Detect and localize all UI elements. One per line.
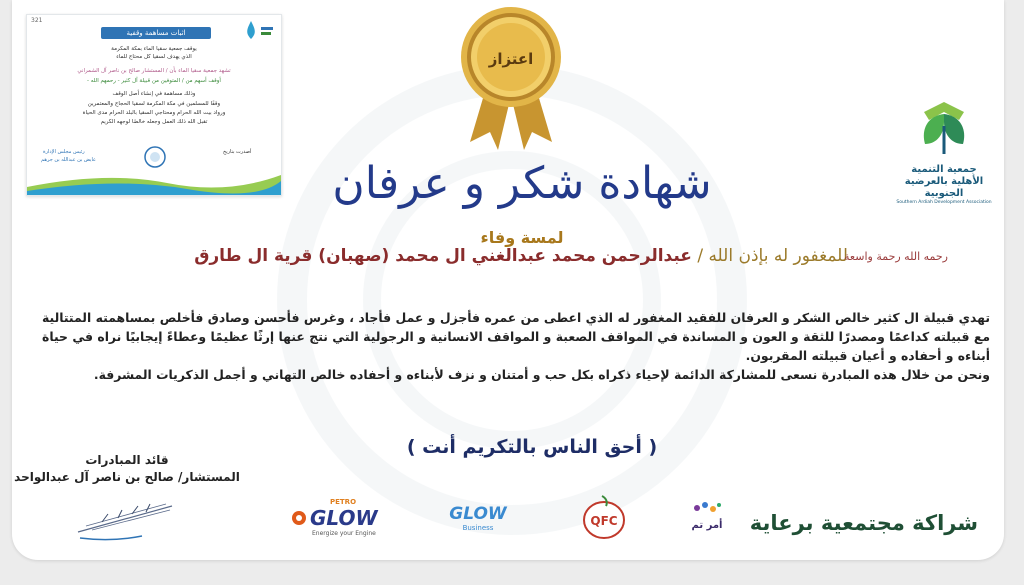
organization-name-en: Southern Ardiah Development Association: [896, 200, 992, 205]
thumbnail-date-label: أصدرت بتاريخ: [223, 149, 252, 155]
thumbnail-line: تشهد جمعية سقيا الماء بأن / المستشار صالح بن ناصر آل الشمراني: [77, 68, 231, 74]
thumbnail-line: الذي يهدف لسقيا كل محتاج للماء: [116, 54, 192, 60]
thumbnail-heading: اثبات مساهمة وقفية: [101, 27, 211, 39]
water-drop-logo-icon: [241, 19, 275, 43]
partner-logo-amr-tm: [672, 500, 742, 531]
leader-name: المستشار/ صالح بن ناصر آل عبدالواحد: [14, 470, 240, 484]
signature-image: [72, 492, 182, 544]
organization-logo: [894, 96, 994, 205]
certificate-body: [42, 308, 990, 384]
thumbnail-line: أوقف أسهم من / المتوفين من قبيلة آل كثير - رحمهم الله -: [87, 78, 221, 84]
medal-label: اعتزاز: [488, 50, 534, 68]
certificate-slogan: ( أحق الناس بالتكريم أنت ): [406, 436, 658, 458]
recipient-suffix: رحمه الله رحمة واسعة: [844, 250, 948, 263]
partner-logo-petro-glow: [290, 498, 394, 537]
partner-logo-text: QFC: [590, 514, 618, 528]
leader-title: قائد المبادرات: [85, 453, 169, 467]
thumbnail-number: 321: [31, 17, 43, 24]
thumbnail-line: وقفًا للمسلمين في مكة المكرمة لسقيا الحجاج والمعتمرين: [87, 101, 221, 107]
thumbnail-line: ورواد بيت الله الحرام ومحتاجي السقيا بالبلد الحرام مدى الحياة: [82, 110, 226, 116]
certificate-title: شهادة شكر و عرفان: [332, 158, 712, 209]
thumbnail-signer-title: رئيس مجلس الإدارة: [43, 149, 85, 155]
leaf-logo-icon: [915, 96, 973, 160]
partner-logo-text: GLOW: [449, 504, 507, 524]
thumbnail-line: تقبل الله ذلك العمل وجعله خالصًا لوجهه الكريم: [100, 119, 208, 125]
leader-block: [12, 452, 242, 486]
waqf-certificate-thumbnail[interactable]: [26, 14, 282, 196]
partner-logo-top: PETRO: [330, 498, 357, 506]
partner-logo-glow-business: [436, 504, 520, 532]
certificate-card: [12, 0, 1004, 560]
recipient-name: عبدالرحمن محمد عبدالغني ال محمد (صهبان) قرية ال طارق: [194, 246, 692, 266]
partner-logo-qfc: [580, 492, 630, 544]
partner-logo-text: أمر تم: [691, 520, 723, 531]
organization-name-ar: جمعية التنمية الأهلية بالعرضية الجنوبية: [904, 164, 984, 199]
dots-mark-icon: [689, 500, 725, 516]
body-paragraph: ونحن من خلال هذه المبادرة نسعى للمشاركة الدائمة لإحياء ذكراه بكل حب و أمتنان و نزف لأبناءه و أحفاده خالص التهاني و أجمل الذكريات المشرفة.: [93, 367, 990, 382]
recipient-line: [194, 246, 948, 266]
thumbnail-line: وذلك مساهمة في إنشاء أصل الوقف: [112, 91, 196, 97]
certificate-subtitle: لمسة وفاء: [480, 228, 564, 247]
partner-logo-text: GLOW: [310, 506, 378, 530]
gold-medal-badge: [456, 2, 566, 152]
thumbnail-wave-footer: [27, 165, 281, 195]
thumbnail-signer-name: عايض بن عبدالله بن جرهم: [41, 157, 96, 163]
body-paragraph: تهدي قبيلة ال كثير خالص الشكر و العرفان للفقيد المغفور له الذي اعطى من عمره فأجزل و عمل فأجاد ، وغرس فأحسن وصادق فأخلص بمساهمته المتتالية مع قبيلته كداعمًا ومصدرًا للثقة و العون و المساندة في المواقف الصعبة و المواقف الانسانية و الرجولية التي نتج عنها إرثًا عظيمًا وعطاءً إيجابيًا نراه في حياة أبناءه و أحفاده و أعيان قبيلته المقربون.: [42, 310, 990, 363]
gear-icon: [290, 509, 308, 527]
partner-logo-sub: Energize your Engine: [312, 530, 376, 537]
partner-logo-sub: Business: [462, 524, 494, 532]
recipient-prefix: للمغفور له بإذن الله /: [697, 246, 848, 266]
qfc-emblem-icon: [580, 492, 628, 544]
thumbnail-line: يوقف جمعية سقيا الماء بمكة المكرمة: [111, 46, 197, 52]
partners-title: شراكة مجتمعية برعاية: [749, 511, 978, 535]
